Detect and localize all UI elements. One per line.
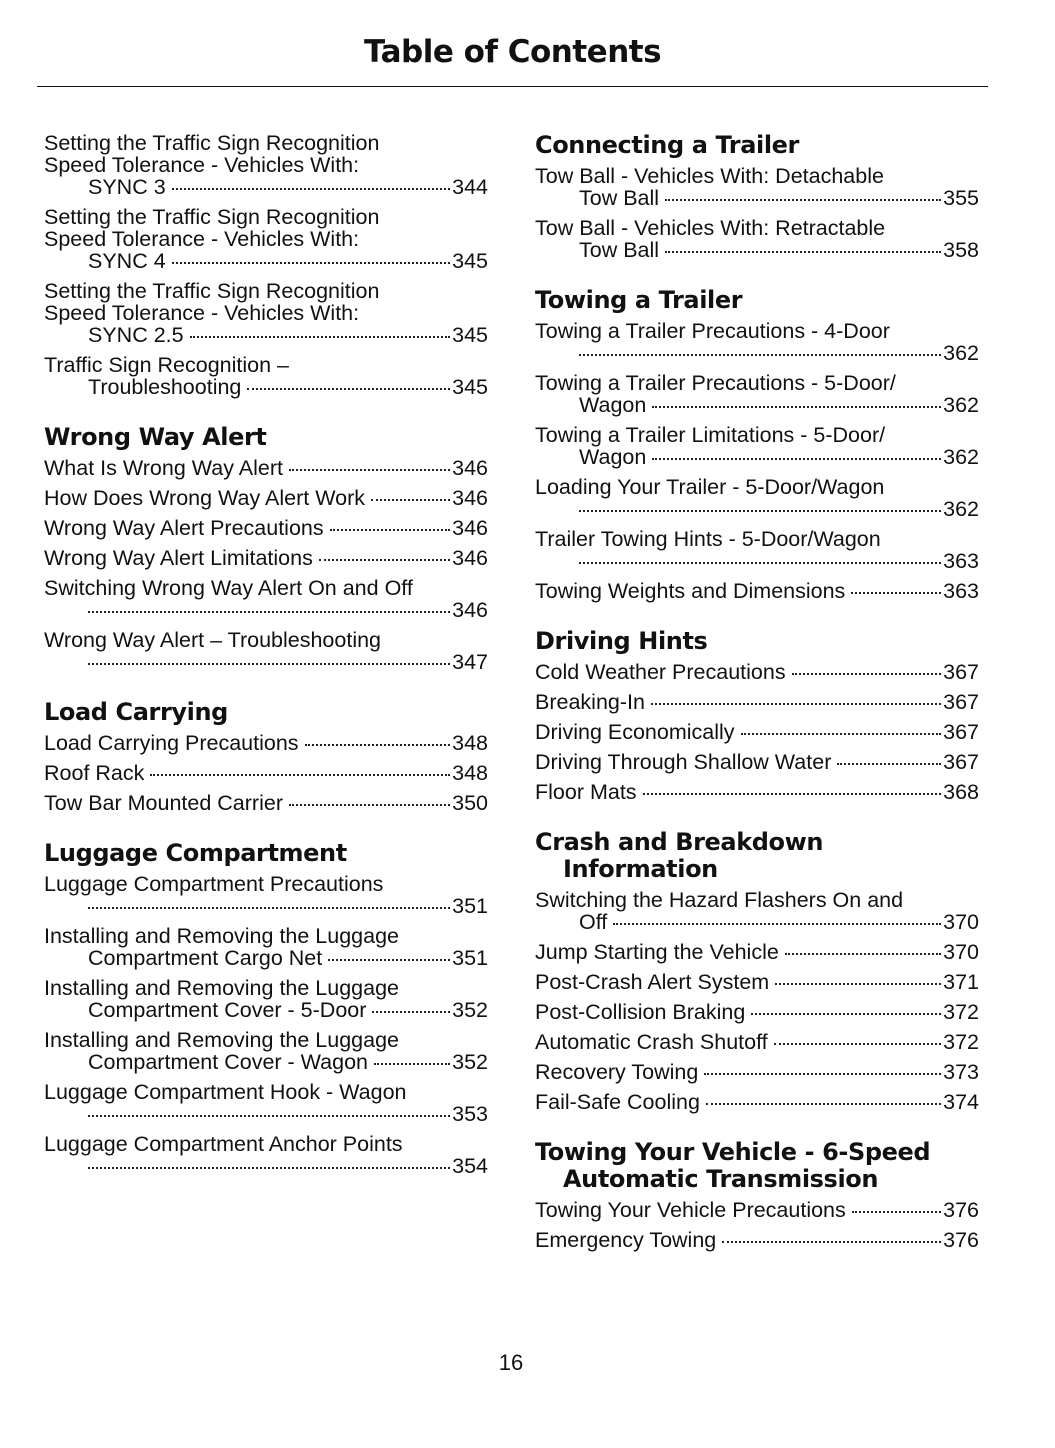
toc-entry[interactable]	[44, 792, 488, 814]
entry-page-number: 362	[943, 393, 979, 417]
toc-entry[interactable]	[535, 941, 979, 963]
dot-leader	[651, 703, 941, 705]
entry-title-line: Towing a Trailer Precautions - 5-Door/	[535, 371, 896, 395]
section-heading: Wrong Way Alert	[44, 423, 267, 451]
dot-leader	[652, 406, 941, 408]
title-divider	[37, 86, 988, 87]
dot-leader	[774, 1043, 941, 1045]
dot-leader	[328, 959, 450, 961]
entry-page-number: 372	[943, 1030, 979, 1054]
dot-leader	[150, 774, 450, 776]
entry-title-tail: Tow Ball	[579, 186, 660, 210]
toc-entry[interactable]	[44, 762, 488, 784]
dot-leader	[88, 907, 450, 909]
dot-leader	[289, 469, 450, 471]
entry-title-line: Installing and Removing the Luggage	[44, 1028, 400, 1052]
entry-page-number: 346	[452, 598, 488, 622]
entry-tail	[66, 1051, 488, 1073]
toc-entry[interactable]	[535, 751, 979, 773]
entry-tail	[66, 999, 488, 1021]
entry-tail	[66, 947, 488, 969]
entry-page-number: 354	[452, 1154, 488, 1178]
section-heading: Crash and Breakdown Information	[535, 828, 824, 883]
entry-title-tail: Off	[579, 910, 608, 934]
toc-entry[interactable]	[44, 977, 488, 1021]
toc-entry[interactable]	[44, 517, 488, 539]
entry-title-line: Speed Tolerance - Vehicles With:	[44, 227, 360, 251]
dot-leader	[652, 458, 941, 460]
toc-entry[interactable]	[44, 1133, 488, 1177]
toc-entry[interactable]	[44, 732, 488, 754]
entry-title-tail: Wagon	[579, 393, 647, 417]
entry-title-line: Tow Ball - Vehicles With: Detachable	[535, 164, 884, 188]
entry-tail	[66, 324, 488, 346]
toc-entry[interactable]	[44, 547, 488, 569]
entry-title: Automatic Crash Shutoff	[535, 1030, 768, 1054]
entry-tail	[66, 1103, 488, 1125]
entry-title: Towing Your Vehicle Precautions	[535, 1198, 846, 1222]
entry-title: Recovery Towing	[535, 1060, 699, 1084]
entry-title-tail: Troubleshooting	[88, 375, 242, 399]
entry-page-number: 362	[943, 341, 979, 365]
entry-page-number: 376	[943, 1198, 979, 1222]
toc-entry[interactable]	[44, 1029, 488, 1073]
entry-page-number: 362	[943, 445, 979, 469]
entry-page-number: 367	[943, 750, 979, 774]
entry-title-line: Luggage Compartment Anchor Points	[44, 1132, 403, 1156]
entry-page-number: 362	[943, 497, 979, 521]
toc-entry[interactable]	[535, 1031, 979, 1053]
dot-leader	[643, 793, 942, 795]
entry-title-tail: Compartment Cover - 5-Door	[88, 998, 367, 1022]
entry-title: Fail-Safe Cooling	[535, 1090, 700, 1114]
toc-entry[interactable]	[535, 1229, 979, 1251]
entry-page-number: 374	[943, 1090, 979, 1114]
entry-title-line: Installing and Removing the Luggage	[44, 976, 400, 1000]
entry-title-tail: SYNC 2.5	[88, 323, 184, 347]
entry-tail	[557, 498, 979, 520]
toc-section	[535, 1139, 979, 1251]
entry-page-number: 353	[452, 1102, 488, 1126]
entry-title-tail: Compartment Cover - Wagon	[88, 1050, 368, 1074]
entry-tail	[66, 176, 488, 198]
dot-leader	[88, 1167, 450, 1169]
toc-entry[interactable]	[535, 781, 979, 803]
toc-entry[interactable]	[44, 354, 488, 398]
entry-page-number: 372	[943, 1000, 979, 1024]
entry-title-line: Towing a Trailer Limitations - 5-Door/	[535, 423, 886, 447]
entry-title: Post-Collision Braking	[535, 1000, 746, 1024]
entry-tail	[557, 446, 979, 468]
toc-entry[interactable]	[44, 280, 488, 346]
entry-page-number: 346	[452, 546, 488, 570]
entry-page-number: 351	[452, 946, 488, 970]
toc-section	[44, 424, 488, 673]
entry-tail	[66, 599, 488, 621]
entry-page-number: 367	[943, 720, 979, 744]
toc-entry[interactable]	[44, 457, 488, 479]
entry-title-line: Wrong Way Alert – Troubleshooting	[44, 628, 382, 652]
entry-title-line: Speed Tolerance - Vehicles With:	[44, 153, 360, 177]
dot-leader	[704, 1073, 941, 1075]
toc-entry[interactable]	[535, 320, 979, 364]
entry-page-number: 344	[452, 175, 488, 199]
toc-section	[535, 287, 979, 602]
entry-title: Post-Crash Alert System	[535, 970, 770, 994]
entry-tail	[66, 376, 488, 398]
entry-tail	[66, 250, 488, 272]
section-heading: Towing Your Vehicle - 6-Speed Automatic Transmission	[535, 1138, 931, 1193]
dot-leader	[319, 559, 450, 561]
entry-tail	[557, 342, 979, 364]
entry-title: Wrong Way Alert Limitations	[44, 546, 313, 570]
toc-entry[interactable]	[535, 476, 979, 520]
dot-leader	[851, 592, 941, 594]
dot-leader	[722, 1241, 941, 1243]
entry-title-line: Setting the Traffic Sign Recognition	[44, 205, 380, 229]
dot-leader	[579, 562, 941, 564]
entry-title: Wrong Way Alert Precautions	[44, 516, 324, 540]
dot-leader	[792, 673, 942, 675]
entry-page-number: 348	[452, 731, 488, 755]
entry-title: What Is Wrong Way Alert	[44, 456, 283, 480]
entry-title-line: Speed Tolerance - Vehicles With:	[44, 301, 360, 325]
toc-section	[535, 628, 979, 803]
dot-leader	[289, 804, 450, 806]
toc-right-column	[535, 132, 979, 1277]
entry-title: Floor Mats	[535, 780, 637, 804]
entry-title-tail: Compartment Cargo Net	[88, 946, 323, 970]
dot-leader	[372, 1011, 450, 1013]
entry-page-number: 373	[943, 1060, 979, 1084]
entry-page-number: 346	[452, 456, 488, 480]
toc-entry[interactable]	[535, 889, 979, 933]
entry-title-tail: SYNC 4	[88, 249, 166, 273]
entry-tail	[557, 187, 979, 209]
entry-page-number: 363	[943, 549, 979, 573]
entry-page-number: 358	[943, 238, 979, 262]
dot-leader	[613, 923, 941, 925]
dot-leader	[371, 499, 450, 501]
toc-entry[interactable]	[44, 1081, 488, 1125]
section-heading: Load Carrying	[44, 698, 228, 726]
section-heading: Driving Hints	[535, 627, 708, 655]
entry-title: How Does Wrong Way Alert Work	[44, 486, 365, 510]
entry-title-line: Switching the Hazard Flashers On and	[535, 888, 904, 912]
entry-page-number: 351	[452, 894, 488, 918]
toc-entry[interactable]	[44, 487, 488, 509]
entry-tail	[66, 651, 488, 673]
entry-page-number: 346	[452, 516, 488, 540]
dot-leader	[751, 1013, 941, 1015]
dot-leader	[374, 1063, 450, 1065]
dot-leader	[247, 388, 450, 390]
toc-entry[interactable]	[535, 1091, 979, 1113]
entry-page-number: 370	[943, 910, 979, 934]
dot-leader	[172, 262, 450, 264]
entry-page-number: 345	[452, 323, 488, 347]
toc-entry[interactable]	[535, 528, 979, 572]
dot-leader	[741, 733, 942, 735]
entry-page-number: 355	[943, 186, 979, 210]
entry-page-number: 345	[452, 249, 488, 273]
dot-leader	[837, 763, 941, 765]
entry-title-line: Trailer Towing Hints - 5-Door/Wagon	[535, 527, 881, 551]
toc-entry[interactable]	[44, 206, 488, 272]
entry-title: Driving Economically	[535, 720, 735, 744]
dot-leader	[330, 529, 451, 531]
entry-title-line: Switching Wrong Way Alert On and Off	[44, 576, 413, 600]
dot-leader	[775, 983, 941, 985]
entry-page-number: 348	[452, 761, 488, 785]
toc-entry[interactable]	[535, 217, 979, 261]
entry-title-line: Installing and Removing the Luggage	[44, 924, 400, 948]
entry-tail	[557, 911, 979, 933]
dot-leader	[172, 188, 450, 190]
entry-page-number: 352	[452, 998, 488, 1022]
toc-entry[interactable]	[535, 424, 979, 468]
toc-entry[interactable]	[535, 1061, 979, 1083]
entry-page-number: 347	[452, 650, 488, 674]
entry-title: Driving Through Shallow Water	[535, 750, 832, 774]
entry-title-tail: Wagon	[579, 445, 647, 469]
toc-entry[interactable]	[44, 925, 488, 969]
dot-leader	[88, 1115, 450, 1117]
entry-title: Jump Starting the Vehicle	[535, 940, 779, 964]
entry-title-tail: Tow Ball	[579, 238, 660, 262]
entry-title: Load Carrying Precautions	[44, 731, 299, 755]
entry-page-number: 346	[452, 486, 488, 510]
toc-entry[interactable]	[535, 1199, 979, 1221]
toc-entry[interactable]	[535, 971, 979, 993]
dot-leader	[579, 510, 941, 512]
page-title: Table of Contents	[363, 34, 662, 70]
toc-entry[interactable]	[535, 661, 979, 683]
section-heading: Luggage Compartment	[44, 839, 347, 867]
entry-page-number: 370	[943, 940, 979, 964]
toc-entry[interactable]	[44, 577, 488, 621]
section-heading: Connecting a Trailer	[535, 131, 799, 159]
entry-tail	[66, 895, 488, 917]
entry-title-line: Luggage Compartment Precautions	[44, 872, 384, 896]
toc-section	[535, 132, 979, 261]
entry-title-line: Traffic Sign Recognition –	[44, 353, 289, 377]
toc-section	[44, 840, 488, 1177]
entry-title-line: Setting the Traffic Sign Recognition	[44, 131, 380, 155]
entry-tail	[66, 1155, 488, 1177]
entry-title: Emergency Towing	[535, 1228, 717, 1252]
entry-title-line: Loading Your Trailer - 5-Door/Wagon	[535, 475, 885, 499]
toc-entry[interactable]	[44, 132, 488, 198]
toc-entry[interactable]	[44, 873, 488, 917]
dot-leader	[88, 611, 450, 613]
entry-title: Roof Rack	[44, 761, 145, 785]
dot-leader	[88, 663, 450, 665]
entry-title-line: Tow Ball - Vehicles With: Retractable	[535, 216, 886, 240]
toc-section	[535, 829, 979, 1113]
entry-title: Breaking-In	[535, 690, 645, 714]
entry-page-number: 345	[452, 375, 488, 399]
entry-page-number: 368	[943, 780, 979, 804]
entry-tail	[557, 394, 979, 416]
entry-page-number: 371	[943, 970, 979, 994]
dot-leader	[706, 1103, 941, 1105]
toc-section	[44, 699, 488, 814]
dot-leader	[665, 251, 941, 253]
dot-leader	[305, 744, 451, 746]
entry-page-number: 363	[943, 579, 979, 603]
toc-entry[interactable]	[535, 721, 979, 743]
entry-title-line: Luggage Compartment Hook - Wagon	[44, 1080, 407, 1104]
toc-left-column	[44, 132, 488, 1203]
toc-entry[interactable]	[535, 1001, 979, 1023]
entry-page-number: 376	[943, 1228, 979, 1252]
section-heading: Towing a Trailer	[535, 286, 743, 314]
toc-entry[interactable]	[535, 372, 979, 416]
entry-title-line: Towing a Trailer Precautions - 4-Door	[535, 319, 890, 343]
entry-title-line: Setting the Traffic Sign Recognition	[44, 279, 380, 303]
toc-entry[interactable]	[535, 691, 979, 713]
entry-page-number: 367	[943, 690, 979, 714]
entry-title: Tow Bar Mounted Carrier	[44, 791, 283, 815]
entry-page-number: 350	[452, 791, 488, 815]
page-number: 16	[498, 1350, 524, 1375]
entry-page-number: 367	[943, 660, 979, 684]
entry-title-tail: SYNC 3	[88, 175, 166, 199]
dot-leader	[665, 199, 941, 201]
toc-entry[interactable]	[44, 629, 488, 673]
entry-title: Towing Weights and Dimensions	[535, 579, 846, 603]
toc-section	[44, 132, 488, 398]
toc-entry[interactable]	[535, 165, 979, 209]
entry-tail	[557, 239, 979, 261]
entry-tail	[557, 550, 979, 572]
dot-leader	[785, 953, 941, 955]
dot-leader	[190, 336, 451, 338]
entry-page-number: 352	[452, 1050, 488, 1074]
toc-entry[interactable]	[535, 580, 979, 602]
dot-leader	[579, 354, 941, 356]
dot-leader	[852, 1211, 941, 1213]
entry-title: Cold Weather Precautions	[535, 660, 786, 684]
